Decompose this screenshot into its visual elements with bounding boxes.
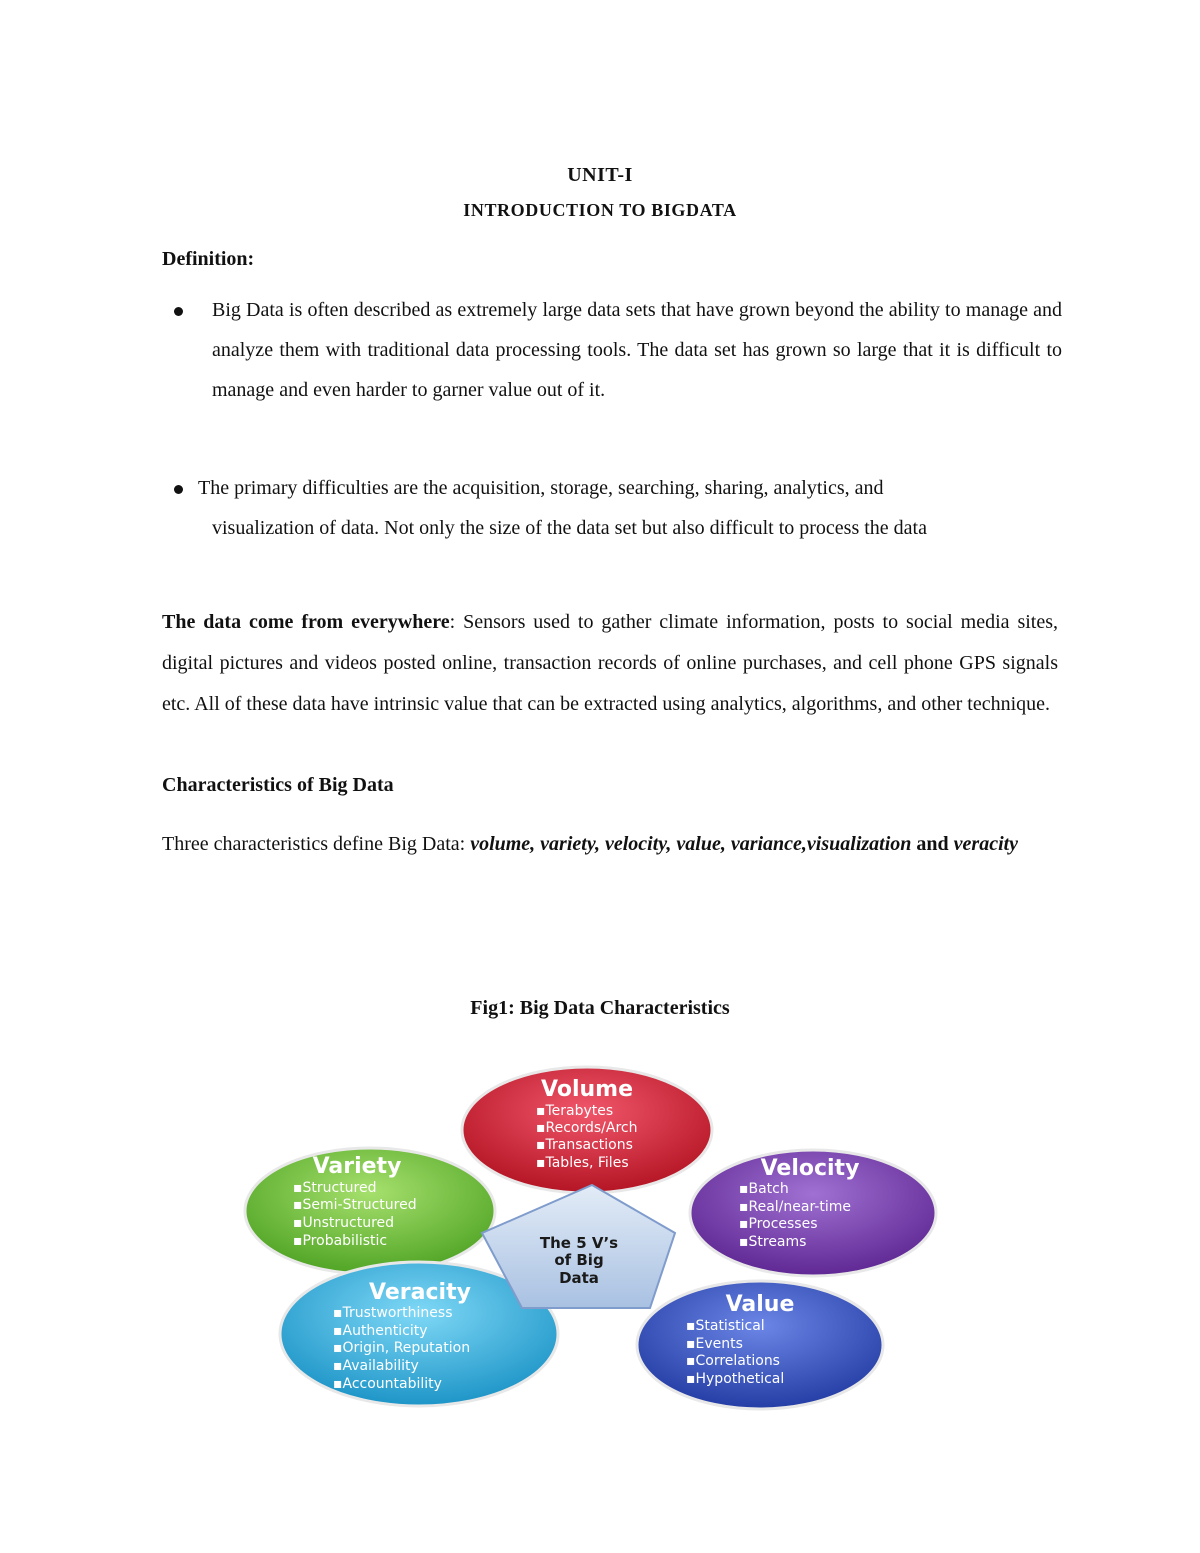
variety-title: Variety <box>312 1154 402 1179</box>
veracity-title: Veracity <box>369 1280 471 1305</box>
characteristics-last: veracity <box>953 833 1019 855</box>
variety-item: ▪Probabilistic <box>293 1233 388 1249</box>
bullet-text: Big Data is often described as extremely large data sets that have grown beyond the ability to manage and analyze them with traditional data processing tools. The data set has grown so large that it is difficult to manage and even harder to garner value out of it. <box>212 299 1062 401</box>
bullet-text: The primary difficulties are the acquisition, storage, searching, sharing, analytics, and <box>198 477 884 499</box>
characteristics-paragraph <box>162 830 1072 858</box>
velocity-item: ▪Real/near-time <box>739 1199 851 1215</box>
five-vs-diagram <box>230 1058 950 1428</box>
center-label-line: Data <box>559 1269 599 1287</box>
variety-item: ▪Unstructured <box>293 1215 395 1231</box>
volume-title: Volume <box>541 1077 633 1102</box>
center-label-line: of Big <box>554 1251 604 1269</box>
sources-paragraph <box>162 602 1058 725</box>
volume-node <box>462 1067 712 1193</box>
bullet-text-continued: visualization of data. Not only the size of the data set but also difficult to process the data <box>212 517 927 539</box>
definition-heading: Definition: <box>162 248 255 270</box>
volume-item: ▪Terabytes <box>536 1103 614 1119</box>
velocity-node <box>690 1150 936 1276</box>
variety-node <box>245 1148 495 1274</box>
center-label-line: The 5 V’s <box>539 1234 619 1252</box>
variety-item: ▪Structured <box>293 1180 377 1196</box>
unit-title: UNIT-I <box>567 164 633 186</box>
characteristics-intro: Three characteristics define Big Data: <box>162 833 471 855</box>
bullet-item <box>162 468 1062 548</box>
value-item: ▪Events <box>686 1336 743 1352</box>
value-item: ▪Correlations <box>686 1353 780 1369</box>
characteristics-heading: Characteristics of Big Data <box>162 774 394 796</box>
veracity-item: ▪Authenticity <box>333 1323 428 1339</box>
veracity-item: ▪Availability <box>333 1358 419 1374</box>
volume-item: ▪Tables, Files <box>536 1155 629 1171</box>
veracity-item: ▪Accountability <box>333 1376 442 1392</box>
volume-item: ▪Transactions <box>536 1137 633 1153</box>
veracity-item: ▪Trustworthiness <box>333 1305 453 1321</box>
velocity-title: Velocity <box>760 1156 860 1181</box>
value-node <box>637 1281 883 1409</box>
veracity-item: ▪Origin, Reputation <box>333 1340 471 1356</box>
sources-lead: The data come from everywhere <box>162 611 450 633</box>
bullet-icon <box>174 307 183 316</box>
characteristics-list: volume, variety, velocity, value, variance,visualization <box>470 833 912 855</box>
volume-item: ▪Records/Arch <box>536 1120 638 1136</box>
figure-caption: Fig1: Big Data Characteristics <box>470 997 730 1019</box>
velocity-item: ▪Batch <box>739 1181 789 1197</box>
variety-item: ▪Semi-Structured <box>293 1197 417 1213</box>
value-title: Value <box>725 1292 795 1317</box>
page-title: INTRODUCTION TO BIGDATA <box>463 200 737 220</box>
value-item: ▪Hypothetical <box>686 1371 785 1387</box>
velocity-item: ▪Processes <box>739 1216 818 1232</box>
bullet-icon <box>174 485 183 494</box>
value-item: ▪Statistical <box>686 1318 765 1334</box>
bullet-item <box>162 290 1062 410</box>
velocity-item: ▪Streams <box>739 1234 807 1250</box>
sources-text: : Sensors used to gather climate information, posts to social media sites, digital pictures and videos posted online, transaction records of online purchases, and cell phone GPS signals etc. All of these data have intrinsic value that can be extracted using analytics, algorithms, and other technique. <box>162 611 1059 715</box>
characteristics-and: and <box>911 833 954 855</box>
